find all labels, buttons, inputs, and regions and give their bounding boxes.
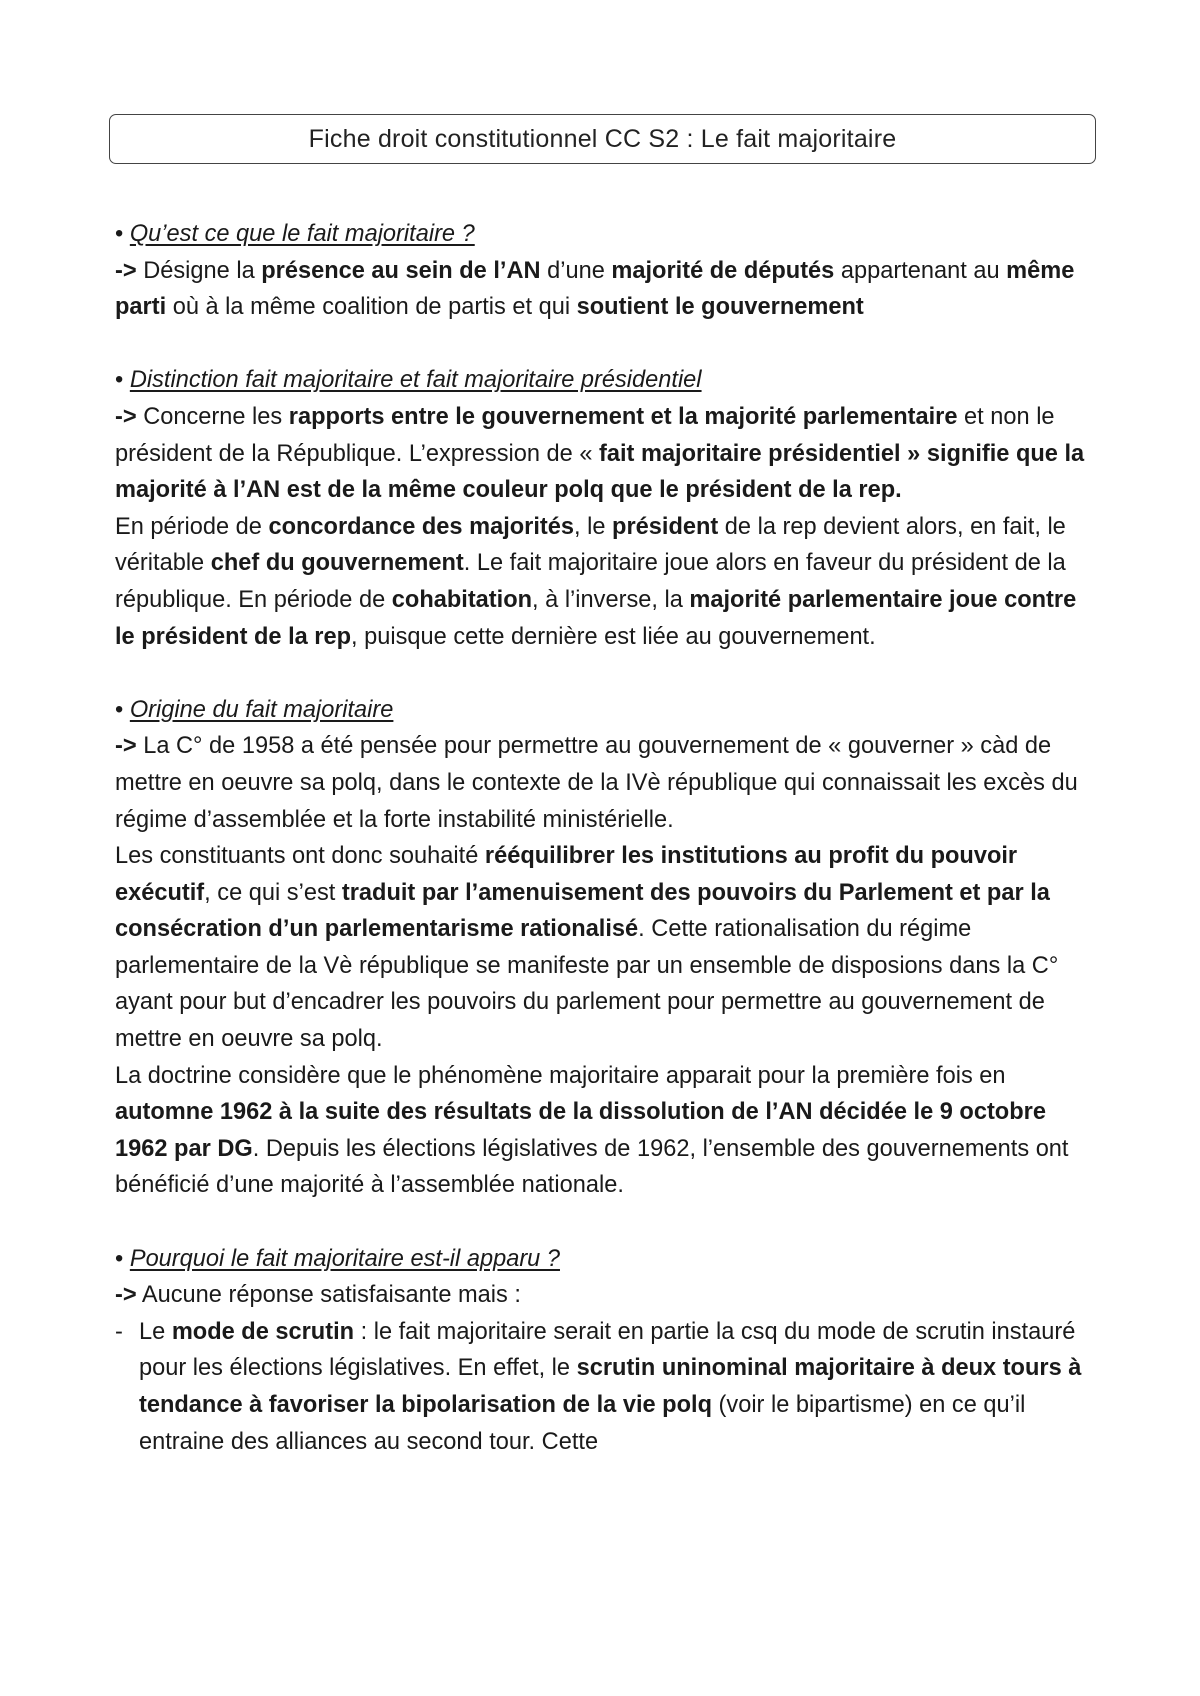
text-run: appartenant au [834, 257, 1007, 284]
paragraph [115, 1058, 1095, 1204]
text-run: . Depuis les élections législatives de 1962, l’ensemble des gouvernements ont bénéficié d’une majorité à l’assemblée nationale. [115, 1135, 1069, 1199]
paragraph [115, 399, 1095, 509]
bullet-glyph: • [115, 221, 124, 247]
arrow-glyph: -> [115, 1282, 137, 1309]
text-run: La doctrine considère que le phénomène majoritaire apparait pour la première fois en [115, 1062, 1006, 1089]
arrow-glyph: -> [115, 257, 137, 284]
bullet-glyph: • [115, 1245, 124, 1272]
section-heading-text: Distinction fait majoritaire et fait majoritaire présidentiel [129, 367, 702, 394]
arrow-glyph: -> [115, 403, 137, 430]
text-run: , ce qui s’est [204, 879, 342, 906]
section-heading [115, 362, 1095, 399]
bold-run: même parti [115, 257, 1075, 321]
bold-run: fait majoritaire présidentiel » signifie que la majorité à l’AN est de la même couleur polq que le président de la rep. [115, 440, 1085, 504]
section-heading [115, 692, 1095, 729]
text-run: Concerne les [143, 403, 289, 430]
bold-run: concordance des majorités [268, 513, 575, 540]
text-run: Désigne la [143, 257, 262, 284]
text-run: Aucune réponse satisfaisante mais : [141, 1282, 521, 1309]
text-run: : le fait majoritaire serait en partie la csq du mode de scrutin instauré pour les élections législatives. En effet, le [139, 1318, 1076, 1382]
bold-run: président [612, 513, 719, 540]
text-run: Le [139, 1318, 172, 1345]
paragraph [115, 1277, 1095, 1314]
text-run: En période de [115, 513, 269, 540]
document-title: Fiche droit constitutionnel CC S2 : Le fait majoritaire [109, 114, 1096, 164]
bold-run: automne 1962 à la suite des résultats de la dissolution de l’AN décidée le 9 octobre 1962 par DG [115, 1099, 1046, 1162]
text-run: La C° de 1958 a été pensée pour permettre au gouvernement de « gouverner » càd de mettre en oeuvre sa polq, dans le contexte de la IVè république qui connaissait les excès du régime d’assemblée et la forte instabilité ministérielle. [115, 733, 1078, 833]
section-heading-text: Pourquoi le fait majoritaire est-il apparu ? [129, 1245, 560, 1272]
text-run: et non le président de la République. L’expression de « [115, 403, 1055, 467]
bold-run: majorité parlementaire joue contre le président de la rep [115, 586, 1077, 650]
text-run: où à la même coalition de partis et qui [166, 294, 577, 321]
bullet-glyph: • [115, 696, 124, 723]
bold-run: rapports entre le gouvernement et la majorité parlementaire [288, 403, 958, 430]
text-run: de la rep devient alors, en fait, le véritable [115, 513, 1066, 577]
text-run: Les constituants ont donc souhaité [115, 843, 485, 870]
list-item [115, 1314, 1095, 1460]
section-heading [115, 216, 1095, 253]
text-run: , puisque cette dernière est liée au gouvernement. [351, 623, 876, 650]
text-run: . Cette rationalisation du régime parlementaire de la Vè république se manifeste par un ensemble de disposions dans la C° ayant pour but d’encadrer les pouvoirs du parlement pour permettre au gouvernement de mettre en oeuvre sa polq. [115, 916, 1059, 1053]
text-run: , à l’inverse, la [532, 586, 690, 613]
text-run: . Le fait majoritaire joue alors en faveur du président de la république. En période de [115, 550, 1066, 613]
bold-run: cohabitation [391, 586, 533, 613]
bold-run: mode de scrutin [171, 1318, 355, 1345]
paragraph [115, 728, 1095, 838]
section-heading [115, 1241, 1095, 1278]
document-body [115, 216, 1095, 1460]
paragraph [115, 509, 1095, 655]
dash-glyph: - [115, 1318, 123, 1345]
bold-run: traduit par l’amenuisement des pouvoirs du Parlement et par la consécration d’un parlementarisme rationalisé [115, 879, 1050, 943]
bold-run: présence au sein de l’AN [261, 257, 541, 284]
arrow-glyph: -> [115, 733, 137, 760]
section-heading-text: Origine du fait majoritaire [129, 696, 394, 723]
bold-run: rééquilibrer les institutions au profit du pouvoir exécutif [115, 843, 1018, 906]
bold-run: majorité de députés [611, 257, 835, 284]
bold-run: soutient le gouvernement [576, 294, 864, 321]
bullet-glyph: • [115, 367, 124, 394]
paragraph [115, 253, 1095, 326]
bold-run: scrutin uninominal majoritaire à deux tours à tendance à favoriser la bipolarisation de la vie polq [139, 1355, 1082, 1418]
text-run: d’une [540, 257, 612, 284]
paragraph [115, 838, 1095, 1058]
section-heading-text: Qu’est ce que le fait majoritaire ? [129, 221, 475, 247]
text-run: (voir le bipartisme) en ce qu’il entraine des alliances au second tour. Cette [139, 1392, 1026, 1455]
bold-run: chef du gouvernement [210, 550, 464, 577]
text-run: , le [574, 513, 613, 540]
